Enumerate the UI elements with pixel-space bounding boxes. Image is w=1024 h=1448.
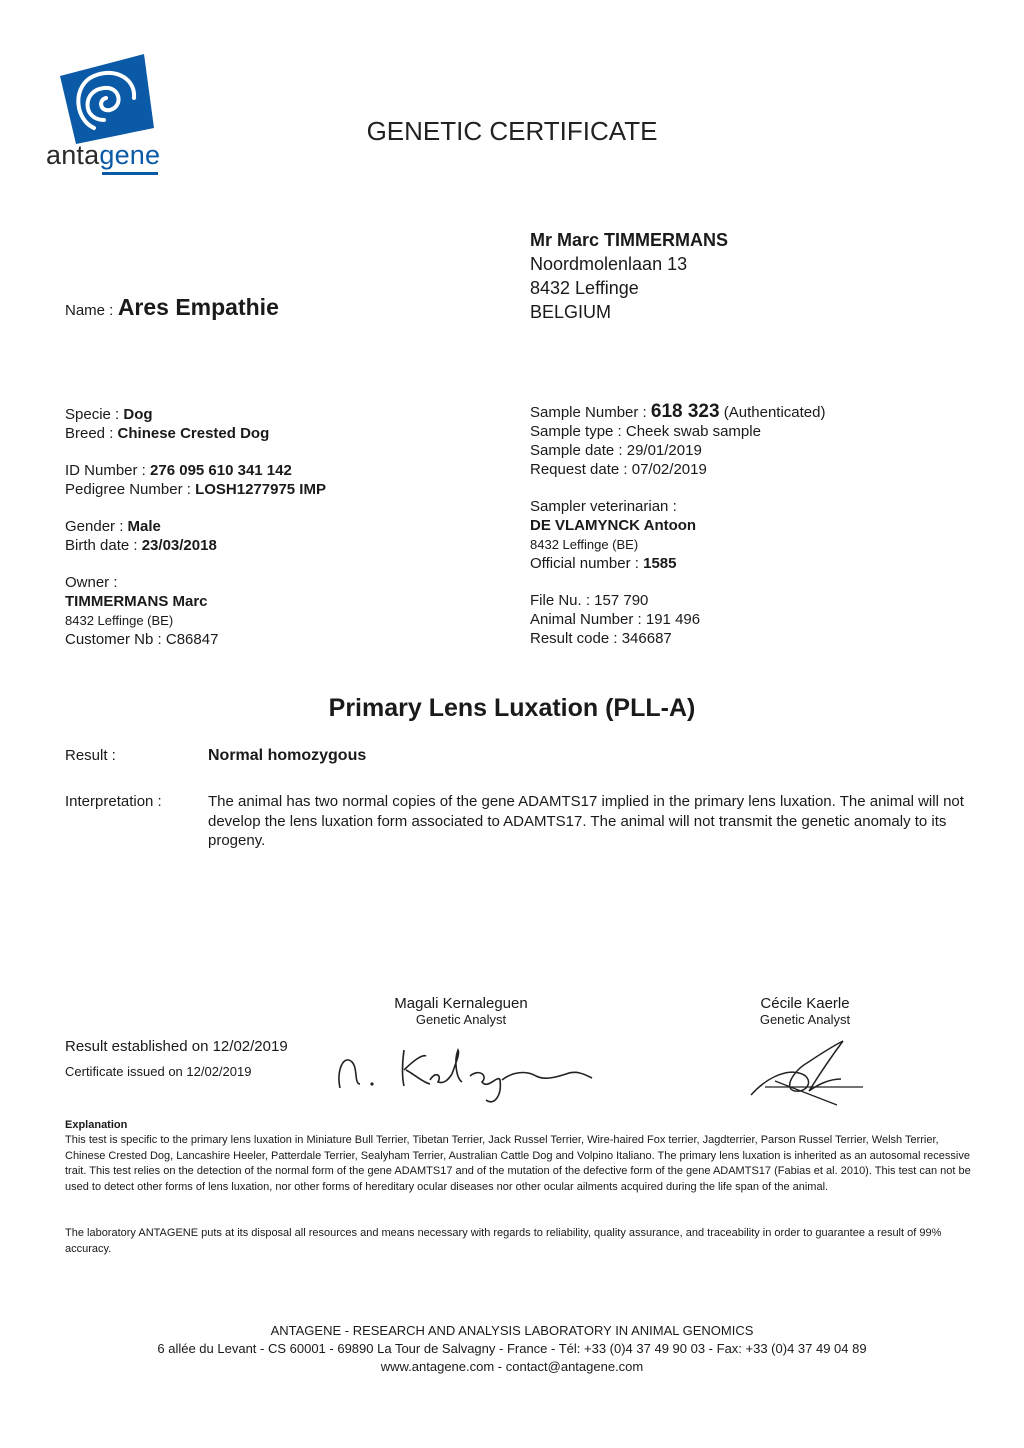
sample-date: Sample date : 29/01/2019 — [530, 442, 702, 459]
request-date: Request date : 07/02/2019 — [530, 461, 707, 478]
sample-type: Sample type : Cheek swab sample — [530, 423, 761, 440]
animal-name-row — [65, 294, 279, 321]
recipient-city: 8432 Leffinge — [530, 278, 639, 298]
specie-value: Dog — [123, 406, 153, 423]
analyst2-signature-icon — [745, 1035, 875, 1113]
quality-statement: The laboratory ANTAGENE puts at its disposal all resources and means necessary with regards to reliability, quality assurance, and traceability in order to guarantee a result of 99% accuracy. — [65, 1227, 942, 1255]
vet-name: DE VLAMYNCK Antoon — [530, 517, 697, 534]
analyst2-name: Cécile Kaerle — [760, 995, 850, 1012]
result-established: Result established on 12/02/2019 — [65, 1038, 288, 1055]
explanation-text: This test is specific to the primary lens luxation in Miniature Bull Terrier, Tibetan Terrier, Jack Russel Terrier, Wire-haired Fox terrier, Jagdterrier, Parson Russel Terrier, Welsh Terrier, Chinese Crested Dog, Lancashire Heeler, Patterdale Terrier, Sealyham Terrier, Australian Cattle Dog and Volpino Italiano. The primary lens luxation is inherited as an autosomal recessive trait. This test relies on the detection of the normal form of the gene ADAMTS17 and of the mutation of the defective form of the gene ADAMTS17 (Fabias et al. 2010). This test can not be used to detect other forms of lens luxation, nor other forms of hereditary ocular diseases nor other ocular ailments acquired during the life span of the animal. — [65, 1134, 971, 1193]
logo-underline — [102, 172, 158, 175]
logo-wordmark: antagene — [46, 140, 161, 170]
sample-authenticated: (Authenticated) — [723, 404, 826, 421]
sample-details: Sample Number : 618 323 (Authenticated) Sample type : Cheek swab sample Sample date : 29/01/2019 Request date : 07/02/2019 Sampler veterinarian : DE VLAMYNCK Antoon 8432 Leffinge (BE) Official number : 1585 File Nu. : 157 790 Animal Number : 191 496 Result code : 346687 — [530, 401, 826, 647]
interpretation-text: The animal has two normal copies of the gene ADAMTS17 implied in the primary lens luxation. The animal will not develop the lens luxation form associated to ADAMTS17. The animal will not transmit the genetic anomaly to its progeny. — [208, 793, 964, 849]
animal-details: Specie : Dog Breed : Chinese Crested Dog ID Number : 276 095 610 341 142 Pedigree Number : LOSH1277975 IMP Gender : Male Birth date : 23/03/2018 Owner : TIMMERMANS Marc 8432 Leffinge (BE) Customer Nb : C86847 — [65, 406, 326, 648]
analyst1-name: Magali Kernaleguen — [394, 995, 528, 1012]
result-label: Result : — [65, 747, 116, 764]
recipient-name: Mr Marc TIMMERMANS — [530, 230, 729, 250]
file-number: File Nu. : 157 790 — [530, 592, 649, 609]
owner-label: Owner : — [65, 574, 118, 591]
owner-city: 8432 Leffinge (BE) — [65, 613, 174, 628]
id-number-value: 276 095 610 341 142 — [150, 462, 292, 479]
footer-address: 6 allée du Levant - CS 60001 - 69890 La Tour de Salvagny - France - Tél: +33 (0)4 37 49 90 03 - Fax: +33 (0)4 37 49 04 89 — [157, 1341, 867, 1356]
customer-number: Customer Nb : C86847 — [65, 631, 219, 648]
certificate-issued: Certificate issued on 12/02/2019 — [65, 1064, 252, 1079]
recipient-street: Noordmolenlaan 13 — [530, 254, 688, 274]
vet-city: 8432 Leffinge (BE) — [530, 537, 639, 552]
breed-value: Chinese Crested Dog — [117, 425, 270, 442]
interpretation-label: Interpretation : — [65, 793, 162, 810]
document-title: GENETIC CERTIFICATE — [366, 116, 658, 146]
name-label: Name : — [65, 302, 114, 319]
footer-contact: www.antagene.com - contact@antagene.com — [380, 1359, 644, 1374]
analyst1-signature-icon — [330, 1040, 600, 1110]
analyst1-block — [361, 995, 561, 1027]
recipient-address — [530, 228, 728, 324]
analyst2-role: Genetic Analyst — [759, 1012, 851, 1027]
explanation-heading: Explanation — [65, 1119, 128, 1131]
footer — [0, 1322, 1024, 1376]
owner-name: TIMMERMANS Marc — [65, 593, 208, 610]
gender-value: Male — [127, 518, 161, 535]
official-number: 1585 — [643, 555, 677, 572]
animal-number: Animal Number : 191 496 — [530, 611, 701, 628]
birth-date-value: 23/03/2018 — [141, 537, 217, 554]
recipient-country: BELGIUM — [530, 302, 612, 322]
pedigree-value: LOSH1277975 IMP — [195, 481, 326, 498]
test-title: Primary Lens Luxation (PLL-A) — [328, 694, 696, 722]
sample-number: 618 323 — [650, 401, 720, 422]
analyst1-role: Genetic Analyst — [415, 1012, 507, 1027]
result-value: Normal homozygous — [208, 747, 367, 764]
result-code: Result code : 346687 — [530, 630, 672, 647]
analyst2-block — [705, 995, 905, 1027]
vet-label: Sampler veterinarian : — [530, 498, 677, 515]
footer-lab-name: ANTAGENE - RESEARCH AND ANALYSIS LABORATORY IN ANIMAL GENOMICS — [270, 1323, 754, 1338]
animal-name: Ares Empathie — [117, 294, 279, 320]
